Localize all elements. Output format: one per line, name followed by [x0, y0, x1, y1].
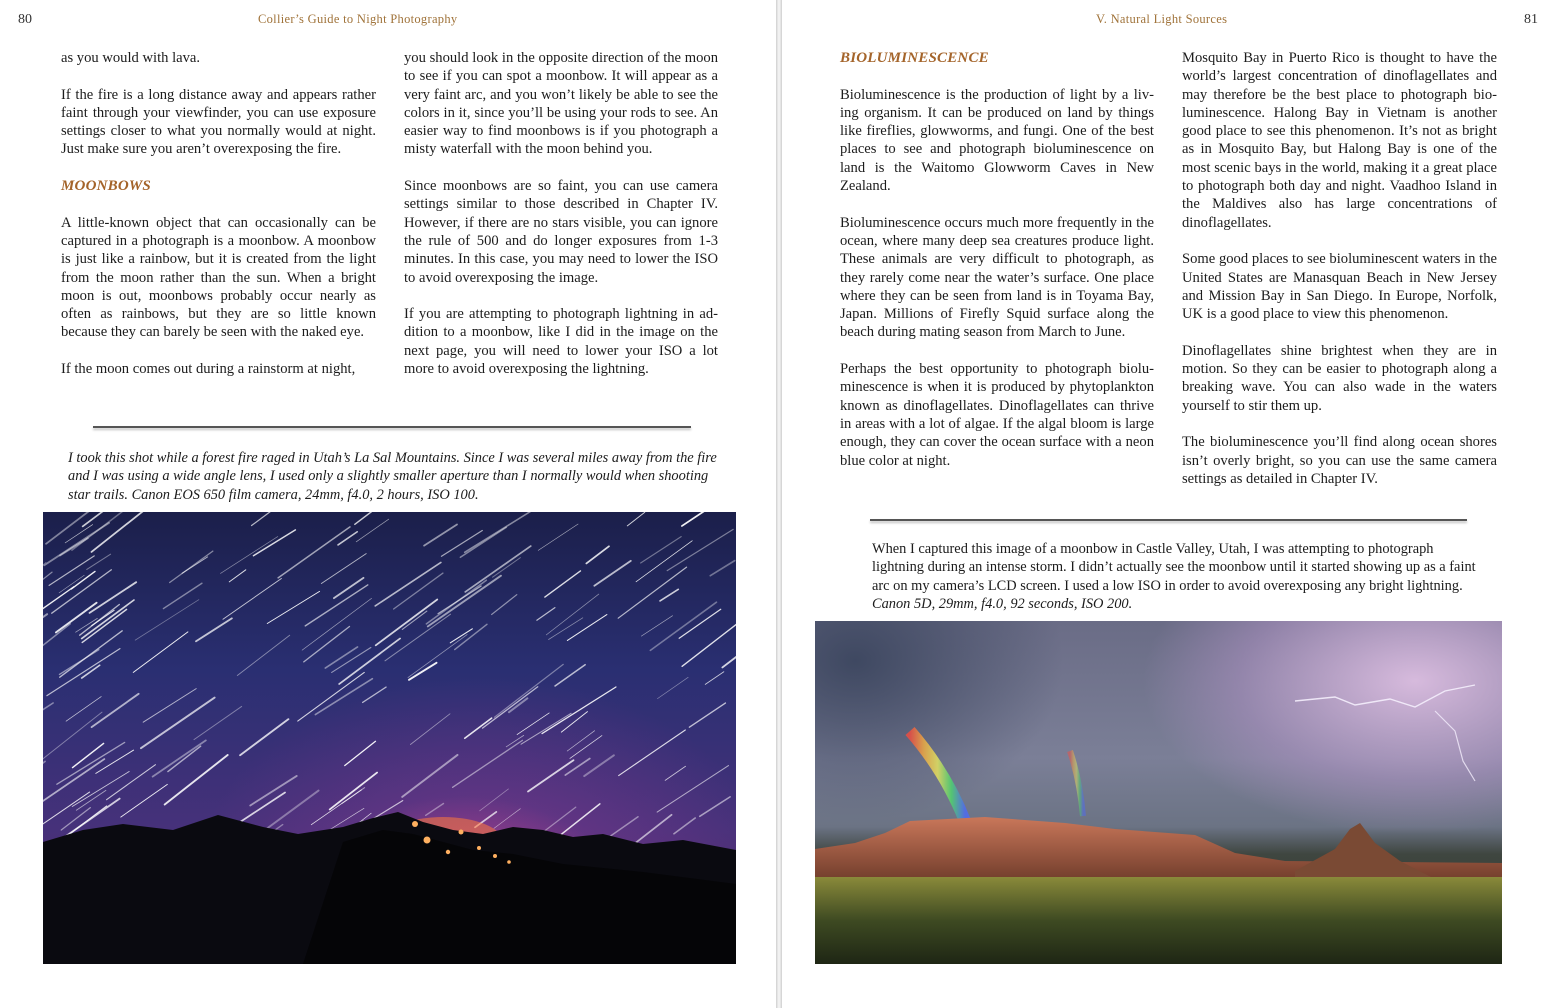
star-trail — [619, 730, 686, 776]
divider-rule — [870, 519, 1467, 521]
star-trail — [43, 624, 70, 657]
star-trail — [483, 687, 538, 728]
star-trail — [402, 755, 457, 797]
star-trail — [47, 649, 120, 696]
running-head-left: Collier’s Guide to Night Photography — [258, 12, 458, 26]
star-trail — [450, 629, 472, 643]
star-trail — [92, 694, 139, 727]
star-trail — [315, 679, 372, 715]
star-trail — [492, 595, 517, 615]
star-trail — [641, 616, 672, 636]
star-trail — [394, 573, 443, 609]
star-trail — [586, 546, 609, 563]
left-column-1 — [61, 49, 376, 397]
star-trail — [194, 706, 242, 739]
star-trail — [141, 698, 215, 749]
paragraph: Some good places to see bioluminescent waters in the United States are Manasquan Beach in New Jersey and Mission Bay in San Diego. In Europe, Norfolk, UK is a good place to view this phenomenon. — [1182, 251, 1497, 323]
photo-caption-right — [872, 540, 1477, 613]
paragraph: Perhaps the best opportunity to photograph bioluminescence is when it is produced by phytoplankton known as dinoflagellates. Dinoflagellates can thrive in areas with a lot of algae. If the algal bloom is large enough, they can cover the ocean surface with a neon blue color at night. — [840, 361, 1154, 469]
section-heading-moonbows: MOONBOWS — [61, 178, 151, 195]
star-trail — [121, 784, 168, 817]
star-trail — [220, 537, 277, 574]
star-trail — [321, 554, 366, 584]
paragraph: Since moonbows are so faint, you can use camera settings similar to those described in Chapter IV. However, if there are no stars visible, you can ignore the rule of 500 and do longer exposures from 1-3 minutes. In this case, you may need to lower the ISO to avoid overexposing the image. — [404, 178, 718, 286]
star-trail — [567, 615, 606, 641]
star-trail — [689, 703, 725, 727]
star-trail — [565, 759, 589, 776]
star-trail — [76, 790, 106, 810]
star-trail — [682, 623, 736, 666]
star-trail — [253, 530, 295, 556]
star-trail — [240, 719, 288, 755]
star-trail — [594, 561, 630, 586]
section-heading-bioluminescence: BIOLUMINESCENCE — [840, 50, 989, 66]
star-trail — [428, 576, 501, 627]
star-trail — [355, 512, 380, 524]
star-trail — [65, 525, 93, 543]
star-trail — [57, 742, 125, 784]
star-trail — [480, 789, 509, 811]
star-trail — [168, 746, 201, 771]
paragraph: If the moon comes out during a rainstorm at night, — [61, 361, 356, 378]
star-trail — [345, 741, 376, 765]
star-trail — [61, 808, 90, 830]
star-trail — [650, 602, 716, 650]
star-trail — [73, 743, 104, 767]
star-trail — [90, 582, 137, 613]
star-trail — [561, 712, 587, 732]
star-trail — [635, 815, 672, 844]
star-trails-photo-art — [43, 512, 736, 964]
star-trail — [409, 663, 436, 680]
star-trail — [494, 664, 563, 717]
star-trail — [408, 635, 467, 678]
paragraph: Dinoflagellates shine brightest when they are in motion. So they can be easier to photograph along a breaking wave. You can also wade in the waters yourself to stir them up. — [1182, 342, 1497, 414]
star-trail — [330, 773, 377, 810]
star-trail — [636, 541, 692, 582]
star-trail — [49, 556, 94, 586]
moonbow-photo-art — [815, 621, 1502, 964]
star-trail — [170, 551, 213, 582]
divider-rule — [93, 426, 691, 428]
left-page — [0, 0, 776, 1008]
star-trail — [305, 585, 367, 626]
star-trail — [700, 797, 730, 816]
photo-caption-left: I took this shot while a forest fire raged in Utah’s La Sal Mountains. Since I was several miles away from the fire and I was using a wide angle lens, I used only a slightly smaller aperture than I normally would when shooting star trails. Canon EOS 650 film camera, 24mm, f4.0, 2 hours, ISO 100. — [68, 450, 717, 503]
paragraph: The bioluminescence you’ll find along ocean shores isn’t overly bright, so you can use the same camera settings as detailed in Chapter IV. — [1182, 434, 1497, 487]
star-trail — [542, 687, 616, 734]
star-trail — [705, 672, 724, 685]
star-trail — [163, 583, 201, 608]
star-trail — [43, 761, 45, 791]
star-trail — [722, 654, 736, 667]
star-trail — [59, 575, 84, 593]
star-trail — [657, 677, 688, 698]
star-trail — [229, 570, 246, 582]
star-trail — [133, 632, 188, 673]
star-trail — [43, 703, 53, 719]
paragraph: Bioluminescence is the production of light by a living organism. It can be produced on land by things like fireflies, glowworms, and fungi. One of the best places to see and photograph bioluminescence on land is the Waitomo Glowworm Caves in New Zealand. — [840, 86, 1154, 195]
star-trail — [509, 698, 527, 712]
paragraph: If the fire is a long distance away and appears rather faint through your viewfinder, you can use exposure settings closer to what you normally would at night. Just make sure you aren’t overexposing the fire. — [61, 86, 376, 158]
star-trail — [56, 603, 97, 633]
star-trail — [641, 537, 682, 563]
star-trail — [537, 608, 555, 621]
paragraph: Bioluminescence occurs much more frequently in the ocean, where many deep sea creatures produce light. These animals are very difficult to photograph, as they rarely come near the water’s surface. One place where they can be seen from land is in Toyama Bay, Japan. Millions of Firefly Squid surface along the beach during mating season from March to June. — [840, 214, 1154, 341]
star-trail — [426, 580, 486, 624]
paragraph: as you would with lava. — [61, 50, 201, 66]
star-trail — [567, 731, 594, 751]
page-number-right: 81 — [1524, 12, 1538, 27]
caption-text: When I captured this image of a moonbow in Castle Valley, Utah, I was attempting to photograph lightning during an intense storm. I didn’t actually see the moonbow until it started showing up as a faint arc on my camera’s LCD screen. I used a low ISO in order to avoid overexposing any bright lightning. — [872, 541, 1476, 594]
star-trail — [363, 687, 387, 702]
star-trails-forest-fire-photo — [43, 512, 736, 964]
star-trail — [60, 538, 88, 555]
star-trail — [710, 561, 734, 576]
star-trail — [460, 527, 506, 557]
star-trail — [682, 512, 717, 526]
star-trail — [538, 524, 578, 550]
star-trail — [143, 689, 196, 723]
star-trail — [43, 712, 102, 767]
star-trail — [302, 598, 371, 650]
moonbow-castle-valley-photo — [815, 621, 1502, 964]
star-trail — [196, 618, 232, 641]
star-trail — [465, 546, 531, 592]
right-column-1 — [840, 49, 1154, 488]
star-trail — [674, 818, 695, 834]
star-trail — [546, 594, 599, 635]
star-trail — [298, 672, 365, 721]
star-trail — [494, 809, 520, 829]
star-trail — [627, 512, 644, 526]
star-trail — [441, 530, 482, 556]
star-trail — [223, 578, 281, 619]
star-trail — [82, 609, 126, 642]
star-trail — [91, 512, 153, 552]
star-trail — [82, 600, 134, 639]
star-trail — [660, 589, 678, 601]
star-trail — [465, 718, 492, 738]
star-trail — [528, 760, 573, 791]
star-trail — [424, 524, 457, 545]
star-trail — [356, 519, 388, 542]
star-trail — [545, 571, 581, 597]
star-trail — [262, 791, 319, 833]
star-trail — [665, 766, 685, 780]
running-head-right: V. Natural Light Sources — [1096, 12, 1228, 26]
star-trail — [267, 591, 319, 623]
paragraph: Mosquito Bay in Puerto Rico is thought to have the world’s largest concentration of dinoflagellates and may therefore be the best place to photograph bioluminescence. Halong Bay in Vietnam is another good place to see this phenomenon. It’s not as bright as in Mosquito Bay, but Halong Bay is one of the most scenic bays in the world, making it a great place to photograph both day and night. Vaadhoo Island in the Maldives also has large concentrations of dinoflagellates. — [1182, 50, 1497, 231]
paragraph: you should look in the opposite direction of the moon to see if you can spot a moonbow. It will appear as a very faint arc, and you won’t likely be able to see the colors in it, since you’ll be using your rods to see. An easier way to find moonbows is if you photograph a misty waterfall with the moon behind you. — [404, 50, 718, 158]
right-column-2 — [1182, 49, 1497, 506]
star-trail — [493, 558, 521, 578]
star-trail — [325, 647, 357, 668]
star-trail — [44, 523, 109, 565]
star-trail — [237, 635, 289, 675]
star-trail — [107, 765, 156, 800]
left-column-2 — [404, 49, 718, 397]
star-trail — [43, 614, 47, 631]
star-trail — [453, 740, 523, 787]
right-page — [782, 0, 1558, 1008]
star-trail — [570, 736, 602, 759]
star-trail — [71, 571, 95, 588]
star-trail — [521, 713, 571, 744]
star-trail — [252, 512, 271, 526]
star-trail — [43, 792, 90, 827]
star-trail — [410, 714, 450, 745]
star-trail — [375, 562, 441, 606]
page-number-left: 80 — [18, 12, 32, 27]
star-trail — [87, 554, 111, 569]
star-trail — [426, 804, 444, 816]
star-trail — [618, 567, 686, 618]
star-trail — [402, 611, 427, 629]
paragraph: If you are attempting to photograph lightning in addition to a moonbow, like I did in the image on the next page, you will need to lower your ISO a lot more to avoid overexposing the lightning. — [404, 306, 718, 378]
star-trail — [153, 740, 206, 776]
caption-camera-specs: Canon 5D, 29mm, f4.0, 92 seconds, ISO 200. — [872, 595, 1133, 612]
paragraph: A little-known object that can occasionally can be captured in a photograph is a moonbow. A moonbow is just like a rainbow, but it is created from the light from the moon rather than the sun. When a bright moon is out, moonbows probably occur nearly as often as rainbows, but they are so little known because they can barely be seen with the naked eye. — [61, 214, 376, 341]
star-trail — [334, 578, 364, 598]
star-trail — [667, 529, 733, 570]
